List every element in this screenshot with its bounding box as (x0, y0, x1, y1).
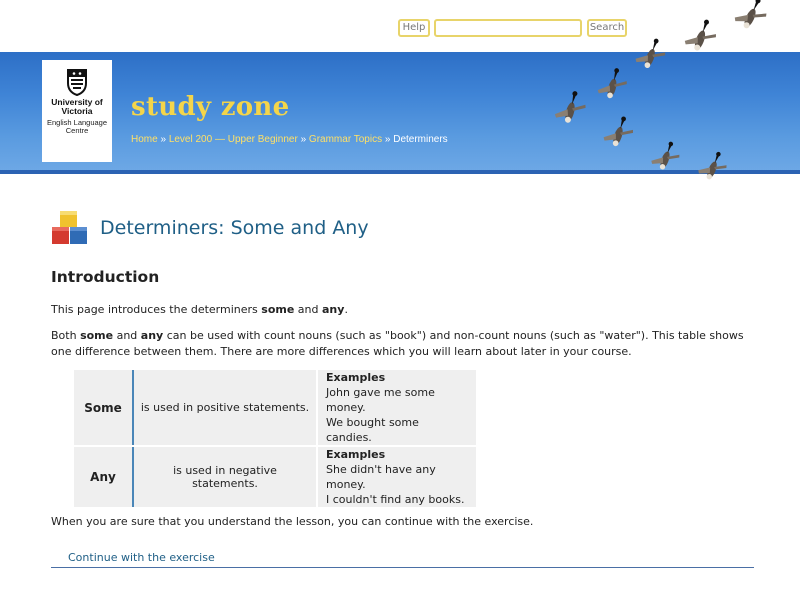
search-button[interactable]: Search (587, 19, 627, 37)
flying-geese-illustration (540, 0, 800, 190)
breadcrumb-level[interactable]: Level 200 — Upper Beginner (168, 134, 298, 145)
table-row (74, 446, 476, 507)
university-logo[interactable] (42, 60, 112, 162)
example-sentence: She didn't have any money. (326, 463, 436, 491)
determiner-word: Some (74, 370, 133, 446)
examples-heading: Examples (326, 371, 386, 384)
blocks-icon (52, 211, 88, 245)
breadcrumb-separator: » (382, 134, 394, 145)
example-sentence: I couldn't find any books. (326, 493, 465, 506)
page-heading (52, 210, 369, 246)
explanation-paragraph: Both some and any can be used with count nouns (such as "book") and non-count nouns (such as "water"). This table shows one difference between them. There are more differences which you will learn about later in your course. (51, 329, 744, 358)
continue-exercise-link[interactable]: Continue with the exercise (68, 551, 215, 564)
site-title[interactable]: study zone (131, 92, 290, 122)
determiners-table (74, 370, 476, 507)
intro-paragraph: This page introduces the determiners some and any. (51, 303, 348, 316)
determiner-examples (317, 446, 476, 507)
determiner-usage: is used in positive statements. (133, 370, 317, 446)
section-title: Introduction (51, 268, 160, 286)
example-sentence: John gave me some money. (326, 386, 435, 414)
crest-icon (66, 68, 88, 96)
closing-paragraph: When you are sure that you understand the lesson, you can continue with the exercise. (51, 515, 534, 528)
divider (51, 567, 754, 568)
page-title: Determiners: Some and Any (100, 217, 369, 239)
breadcrumb-separator: » (297, 134, 309, 145)
breadcrumb-current: Determiners (393, 134, 448, 145)
breadcrumb-grammar-topics[interactable]: Grammar Topics (308, 134, 383, 145)
determiner-examples (317, 370, 476, 446)
example-sentence: We bought some candies. (326, 416, 419, 444)
examples-heading: Examples (326, 448, 386, 461)
determiner-word: Any (74, 446, 133, 507)
breadcrumb (131, 134, 448, 145)
centre-name: English Language Centre (46, 118, 108, 135)
determiner-usage: is used in negative statements. (133, 446, 317, 507)
university-name: University of Victoria (51, 97, 103, 116)
help-button[interactable]: Help (398, 19, 430, 37)
breadcrumb-separator: » (157, 134, 169, 145)
table-row (74, 370, 476, 446)
breadcrumb-home[interactable]: Home (131, 134, 158, 145)
